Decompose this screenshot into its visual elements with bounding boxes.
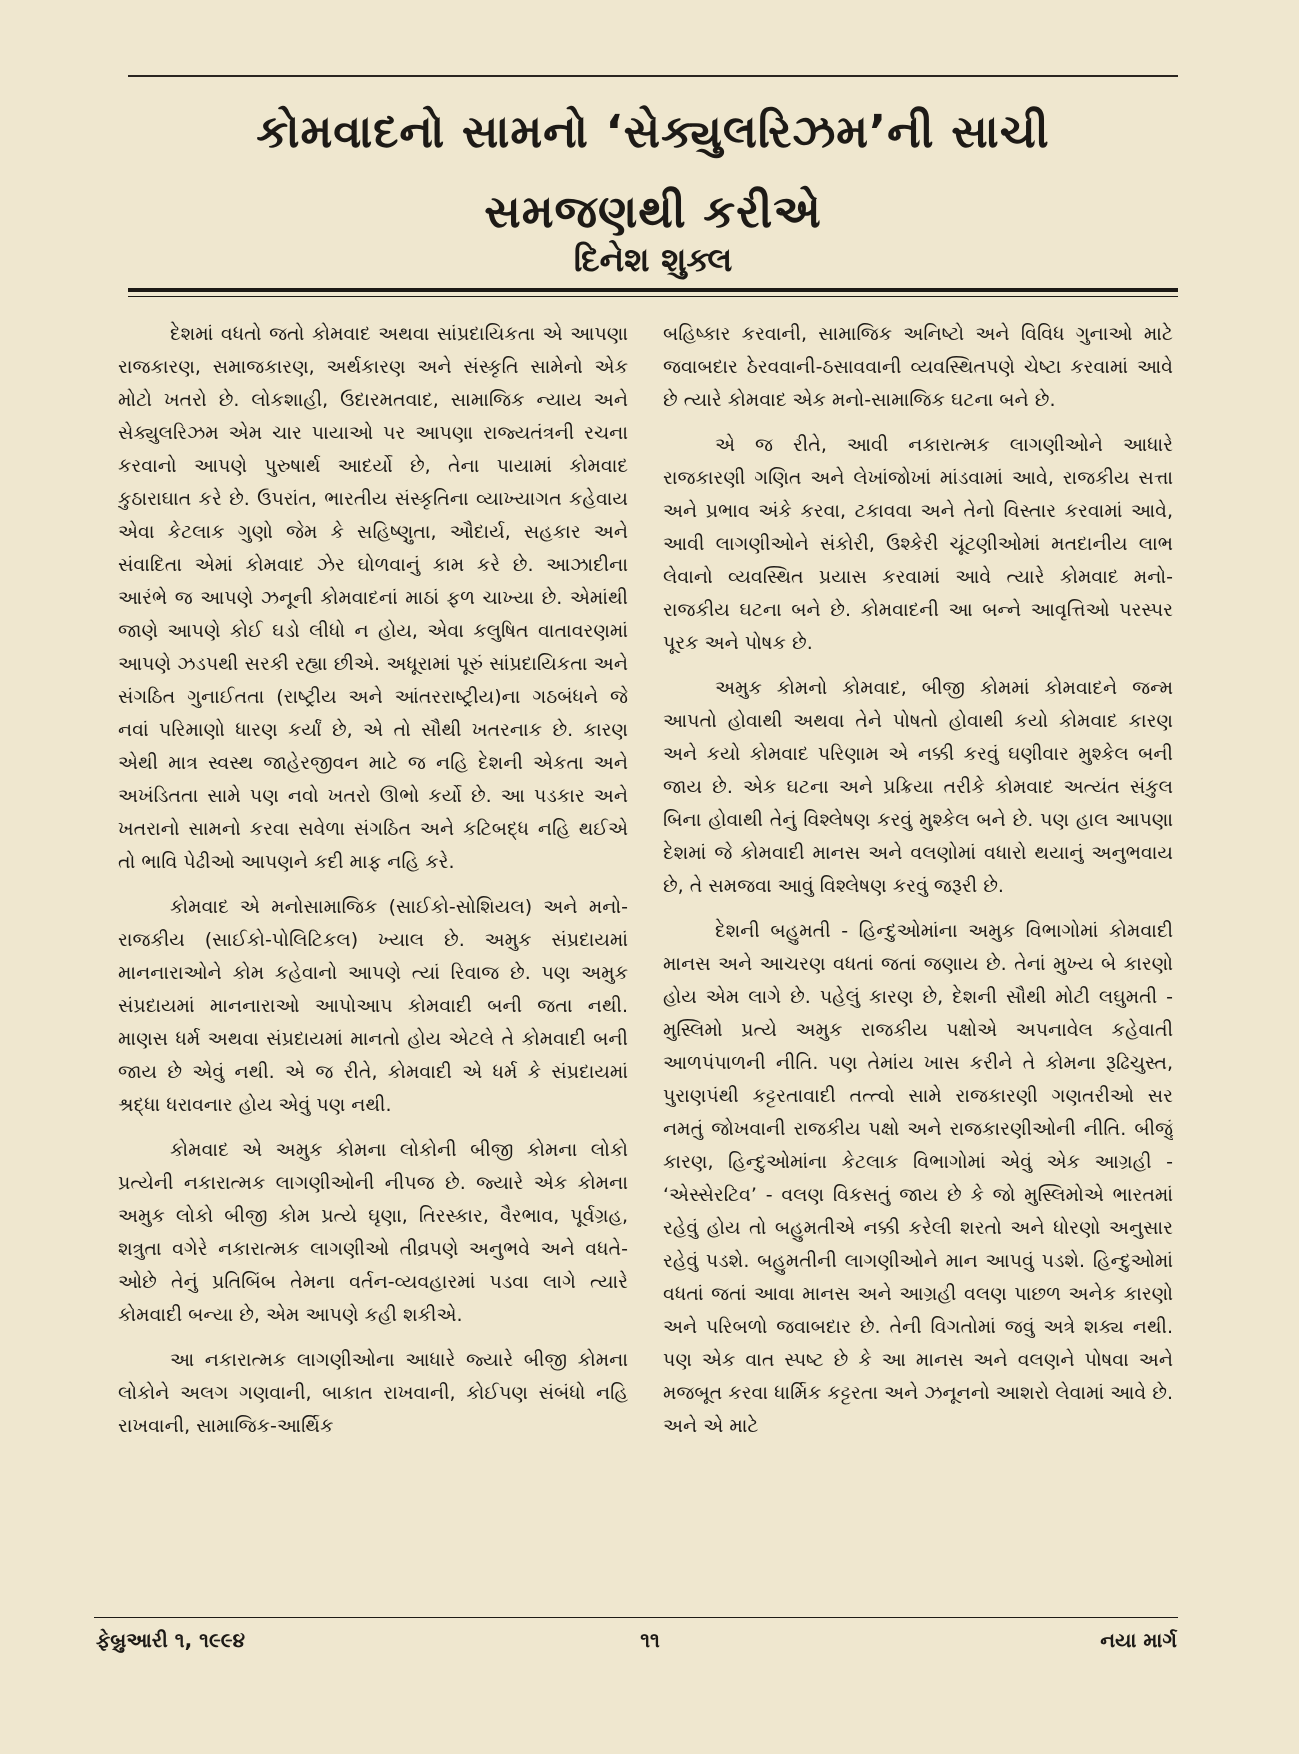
right-column <box>663 318 1173 1608</box>
article-title <box>128 92 1178 252</box>
paragraph: કોમવાદ એ અમુક કોમના લોકોની બીજી કોમના લોકો પ્રત્યેની નકારાત્મક લાગણીઓની નીપજ છે. જ્યારે એક કોમના અમુક લોકો બીજી કોમ પ્રત્યે ઘૃણા, તિરસ્કાર, વૈરભાવ, પૂર્વગ્રહ, શત્રુતા વગેરે નકારાત્મક લાગણીઓ તીવ્રપણે અનુભવે અને વધતે-ઓછે તેનું પ્રતિબિંબ તેમના વર્તન-વ્યવહારમાં પડવા લાગે ત્યારે કોમવાદી બન્યા છે, એમ આપણે કહી શકીએ. <box>118 1139 628 1326</box>
top-rule <box>128 75 1178 77</box>
title-line-2: સમજણથી કરીએ <box>484 185 822 238</box>
author-name: દિનેશ શુક્લ <box>573 240 733 279</box>
header-rule-thin <box>128 296 1178 297</box>
paragraph: કોમવાદ એ મનોસામાજિક (સાઈકો-સોશિયલ) અને મનો-રાજકીય (સાઈકો-પોલિટિકલ) ખ્યાલ છે. અમુક સંપ્રદાયમાં માનનારાઓને કોમ કહેવાનો આપણે ત્યાં રિવાજ છે. પણ અમુક સંપ્રદાયમાં માનનારાઓ આપોઆપ કોમવાદી બની જતા નથી. માણસ ધર્મ અથવા સંપ્રદાયમાં માનતો હોય એટલે તે કોમવાદી બની જાય છે એવું નથી. એ જ રીતે, કોમવાદી એ ધર્મ કે સંપ્રદાયમાં શ્રદ્ધા ધરાવનાર હોય એવું પણ નથી. <box>118 896 628 1116</box>
paragraph: દેશમાં વધતો જતો કોમવાદ અથવા સાંપ્રદાયિકતા એ આપણા રાજકારણ, સમાજકારણ, અર્થકારણ અને સંસ્કૃતિ સામેનો એક મોટો ખતરો છે. લોકશાહી, ઉદારમતવાદ, સામાજિક ન્યાય અને સેક્યુલરિઝમ એમ ચાર પાયાઓ પર આપણા રાજ્યતંત્રની રચના કરવાનો આપણે પુરુષાર્થ આદર્યો છે, તેના પાયામાં કોમવાદ કુઠારાઘાત કરે છે. ઉપરાંત, ભારતીય સંસ્કૃતિના વ્યાખ્યાગત કહેવાય એવા કેટલાક ગુણો જેમ કે સહિષ્ણુતા, ઔદાર્ય, સહકાર અને સંવાદિતા એમાં કોમવાદ ઝેર ઘોળવાનું કામ કરે છે. આઝાદીના આરંભે જ આપણે ઝનૂની કોમવાદનાં માઠાં ફળ ચાખ્યા છે. એમાંથી જાણે આપણે કોઈ ઘડો લીધો ન હોય, એવા કલુષિત વાતાવરણમાં આપણે ઝડપથી સરકી રહ્યા છીએ. અધૂરામાં પૂરું સાંપ્રદાયિકતા અને સંગઠિત ગુનાઈતતા (રાષ્ટ્રીય અને આંતરરાષ્ટ્રીય)ના ગઠબંધને જે નવાં પરિમાણો ધારણ કર્યાં છે, એ તો સૌથી ખતરનાક છે. કારણ એથી માત્ર સ્વસ્થ જાહેરજીવન માટે જ નહિ દેશની એકતા અને અખંડિતતા સામે પણ નવો ખતરો ઊભો કર્યો છે. આ પડકાર અને ખતરાનો સામનો કરવા સવેળા સંગઠિત અને કટિબદ્ધ નહિ થઈએ તો ભાવિ પેઢીઓ આપણને કદી માફ નહિ કરે. <box>118 323 628 873</box>
paragraph: એ જ રીતે, આવી નકારાત્મક લાગણીઓને આધારે રાજકારણી ગણિત અને લેખાંજોખાં માંડવામાં આવે, રાજકીય સત્તા અને પ્રભાવ અંકે કરવા, ટકાવવા અને તેનો વિસ્તાર કરવામાં આવે, આવી લાગણીઓને સંકોરી, ઉશ્કેરી ચૂંટણીઓમાં મતદાનીય લાભ લેવાનો વ્યવસ્થિત પ્રયાસ કરવામાં આવે ત્યારે કોમવાદ મનો-રાજકીય ઘટના બને છે. કોમવાદની આ બન્ને આવૃત્તિઓ પરસ્પર પૂરક અને પોષક છે. <box>663 434 1173 654</box>
footer-date: ફેબ્રુઆરી ૧, ૧૯૯૪ <box>96 1628 246 1652</box>
paragraph-continued: બહિષ્કાર કરવાની, સામાજિક અનિષ્ટો અને વિવિધ ગુનાઓ માટે જવાબદાર ઠેરવવાની-ઠસાવવાની વ્યવસ્થિતપણે ચેષ્ટા કરવામાં આવે છે ત્યારે કોમવાદ એક મનો-સામાજિક ઘટના બને છે. <box>663 323 1173 411</box>
page-number: ૧૧ <box>640 1628 660 1652</box>
paragraph: આ નકારાત્મક લાગણીઓના આધારે જ્યારે બીજી કોમના લોકોને અલગ ગણવાની, બાકાત રાખવાની, કોઈપણ સંબંધો નહિ રાખવાની, સામાજિક-આર્થિક <box>118 1349 628 1437</box>
title-line-1: કોમવાદનો સામનો ‘સેક્યુલરિઝમ’ની સાચી <box>256 105 1050 158</box>
publication-name: નયા માર્ગ <box>1100 1628 1177 1652</box>
left-column <box>118 318 628 1608</box>
header-rule-thick <box>128 288 1178 292</box>
footer-rule <box>94 1617 1178 1618</box>
paragraph: અમુક કોમનો કોમવાદ, બીજી કોમમાં કોમવાદને જન્મ આપતો હોવાથી અથવા તેને પોષતો હોવાથી કયો કોમવાદ કારણ અને કયો કોમવાદ પરિણામ એ નક્કી કરવું ઘણીવાર મુશ્કેલ બની જાય છે. એક ઘટના અને પ્રક્રિયા તરીકે કોમવાદ અત્યંત સંકુલ બિના હોવાથી તેનું વિશ્લેષણ કરવું મુશ્કેલ બને છે. પણ હાલ આપણા દેશમાં જે કોમવાદી માનસ અને વલણોમાં વધારો થયાનું અનુભવાય છે, તે સમજવા આવું વિશ્લેષણ કરવું જરૂરી છે. <box>663 677 1173 897</box>
paragraph: દેશની બહુમતી - હિન્દુઓમાંના અમુક વિભાગોમાં કોમવાદી માનસ અને આચરણ વધતાં જતાં જણાય છે. તેનાં મુખ્ય બે કારણો હોય એમ લાગે છે. પહેલું કારણ છે, દેશની સૌથી મોટી લઘુમતી - મુસ્લિમો પ્રત્યે અમુક રાજકીય પક્ષોએ અપનાવેલ કહેવાતી આળપંપાળની નીતિ. પણ તેમાંય ખાસ કરીને તે કોમના રૂઢિચુસ્ત, પુરાણપંથી કટ્ટરતાવાદી તત્ત્વો સામે રાજકારણી ગણતરીઓ સર નમતું જોખવાની રાજકીય પક્ષો અને રાજકારણીઓની નીતિ. બીજું કારણ, હિન્દુઓમાંના કેટલાક વિભાગોમાં એવું એક આગ્રહી - ‘એસ્સેરટિવ’ - વલણ વિકસતું જાય છે કે જો મુસ્લિમોએ ભારતમાં રહેવું હોય તો બહુમતીએ નક્કી કરેલી શરતો અને ધોરણો અનુસાર રહેવું પડશે. બહુમતીની લાગણીઓને માન આપવું પડશે. હિન્દુઓમાં વધતાં જતાં આવા માનસ અને આગ્રહી વલણ પાછળ અનેક કારણો અને પરિબળો જવાબદાર છે. તેની વિગતોમાં જવું અત્રે શક્ય નથી. પણ એક વાત સ્પષ્ટ છે કે આ માનસ અને વલણને પોષવા અને મજબૂત કરવા ધાર્મિક કટ્ટરતા અને ઝનૂનનો આશરો લેવામાં આવે છે. અને એ માટે <box>663 920 1173 1437</box>
